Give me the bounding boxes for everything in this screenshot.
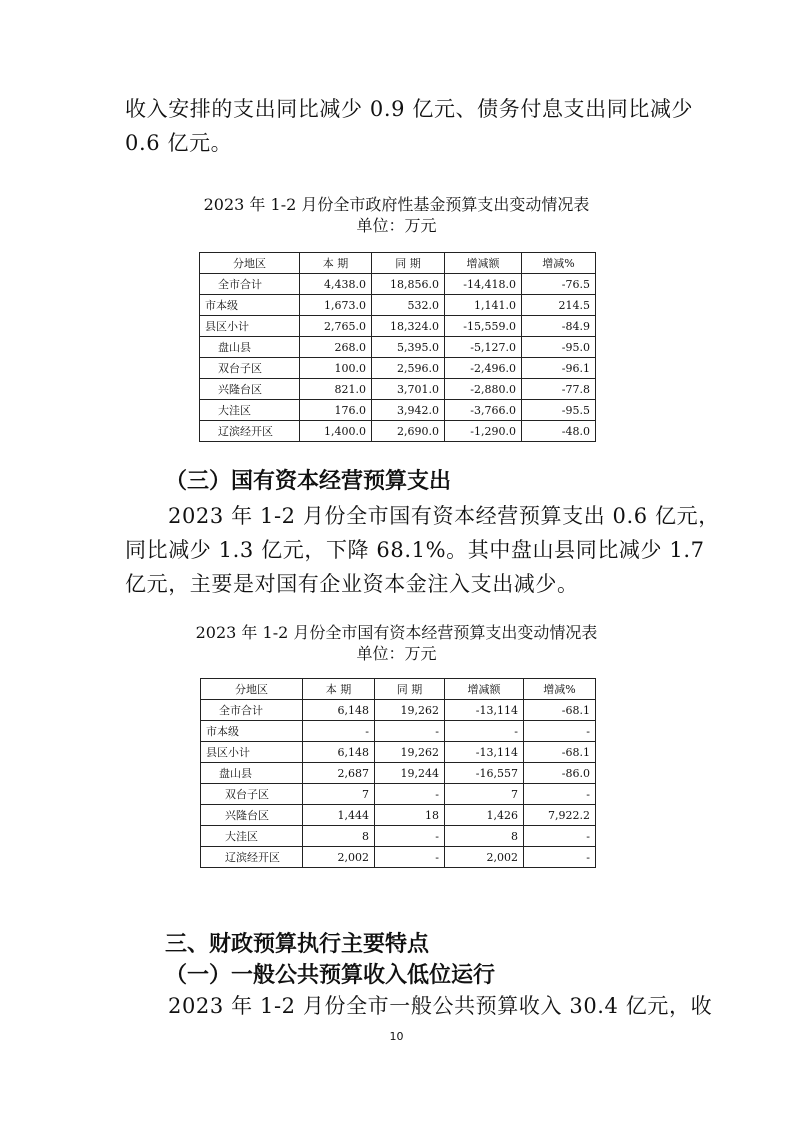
chapter-heading: 三、财政预算执行主要特点	[165, 932, 430, 957]
table2-header-region: 分地区	[201, 679, 303, 700]
row-previous: 5,395.0	[372, 337, 445, 358]
section3-line-2: 同比减少 1.3 亿元，下降 68.1%。其中盘山县同比减少 1.7	[125, 538, 705, 562]
row-previous: -	[375, 784, 445, 805]
closing-line: 2023 年 1-2 月份全市一般公共预算收入 30.4 亿元，收	[168, 994, 713, 1018]
table1-header-change: 增减额	[445, 253, 522, 274]
table-row	[201, 721, 596, 742]
row-change: -14,418.0	[445, 274, 522, 295]
table2-header-previous: 同 期	[375, 679, 445, 700]
intro-line-1: 收入安排的支出同比减少 0.9 亿元、债务付息支出同比减少	[125, 97, 694, 121]
row-current: 8	[303, 826, 375, 847]
row-name: 全市合计	[201, 700, 303, 721]
table2-header-change: 增减额	[445, 679, 524, 700]
table-row	[201, 700, 596, 721]
row-name: 辽滨经开区	[200, 421, 300, 442]
table-row	[201, 847, 596, 868]
table2-header-current: 本 期	[303, 679, 375, 700]
row-percent: -48.0	[522, 421, 596, 442]
table2-unit: 单位：万元	[356, 644, 437, 663]
table-row	[201, 805, 596, 826]
row-current: 1,444	[303, 805, 375, 826]
row-change: -3,766.0	[445, 400, 522, 421]
row-percent: -84.9	[522, 316, 596, 337]
row-percent: -77.8	[522, 379, 596, 400]
row-percent: -	[524, 784, 596, 805]
subsection-heading: （一）一般公共预算收入低位运行	[165, 963, 496, 988]
table-row	[201, 763, 596, 784]
table1-header-previous: 同 期	[372, 253, 445, 274]
row-percent: -86.0	[524, 763, 596, 784]
row-current: 6,148	[303, 700, 375, 721]
table-row	[200, 295, 596, 316]
table-row	[200, 337, 596, 358]
row-previous: 532.0	[372, 295, 445, 316]
table-row	[200, 358, 596, 379]
row-name: 盘山县	[201, 763, 303, 784]
row-percent: -68.1	[524, 700, 596, 721]
row-percent: -96.1	[522, 358, 596, 379]
table-row	[200, 379, 596, 400]
row-change: -5,127.0	[445, 337, 522, 358]
row-name: 双台子区	[200, 358, 300, 379]
table-row	[201, 742, 596, 763]
row-current: 821.0	[300, 379, 372, 400]
row-change: -2,496.0	[445, 358, 522, 379]
table1	[199, 252, 596, 442]
table1-unit: 单位：万元	[356, 216, 437, 235]
row-change: 2,002	[445, 847, 524, 868]
row-change: -13,114	[445, 742, 524, 763]
row-percent: -	[524, 847, 596, 868]
row-name: 双台子区	[201, 784, 303, 805]
row-previous: 18,856.0	[372, 274, 445, 295]
row-previous: 18	[375, 805, 445, 826]
row-current: 268.0	[300, 337, 372, 358]
table-row	[200, 316, 596, 337]
row-change: 1,426	[445, 805, 524, 826]
table-row	[200, 400, 596, 421]
row-percent: -76.5	[522, 274, 596, 295]
row-previous: 3,942.0	[372, 400, 445, 421]
row-change: -16,557	[445, 763, 524, 784]
row-previous: -	[375, 847, 445, 868]
row-change: 8	[445, 826, 524, 847]
row-name: 全市合计	[200, 274, 300, 295]
row-current: 4,438.0	[300, 274, 372, 295]
row-name: 辽滨经开区	[201, 847, 303, 868]
intro-line-2: 0.6 亿元。	[125, 131, 233, 155]
row-change: 7	[445, 784, 524, 805]
row-previous: 18,324.0	[372, 316, 445, 337]
row-previous: 19,244	[375, 763, 445, 784]
row-change: -	[445, 721, 524, 742]
table-row	[200, 421, 596, 442]
row-previous: 2,690.0	[372, 421, 445, 442]
row-percent: -68.1	[524, 742, 596, 763]
row-percent: -95.5	[522, 400, 596, 421]
table2-header-percent: 增减%	[524, 679, 596, 700]
row-current: 7	[303, 784, 375, 805]
table1-header-region: 分地区	[200, 253, 300, 274]
row-name: 市本级	[200, 295, 300, 316]
row-percent: 7,922.2	[524, 805, 596, 826]
table2-header-row	[201, 679, 596, 700]
row-percent: -	[524, 826, 596, 847]
table2-title: 2023 年 1-2 月份全市国有资本经营预算支出变动情况表	[195, 623, 598, 642]
row-current: 1,673.0	[300, 295, 372, 316]
page-number: 10	[389, 1030, 404, 1043]
row-name: 大洼区	[200, 400, 300, 421]
row-current: -	[303, 721, 375, 742]
row-percent: -	[524, 721, 596, 742]
row-percent: 214.5	[522, 295, 596, 316]
row-current: 1,400.0	[300, 421, 372, 442]
table1-header-row	[200, 253, 596, 274]
row-change: -1,290.0	[445, 421, 522, 442]
table1-title: 2023 年 1-2 月份全市政府性基金预算支出变动情况表	[203, 195, 590, 214]
row-name: 兴隆台区	[201, 805, 303, 826]
row-current: 2,687	[303, 763, 375, 784]
row-previous: -	[375, 721, 445, 742]
row-change: -2,880.0	[445, 379, 522, 400]
row-name: 县区小计	[200, 316, 300, 337]
table-row	[200, 274, 596, 295]
row-name: 大洼区	[201, 826, 303, 847]
table1-header-percent: 增减%	[522, 253, 596, 274]
row-current: 2,002	[303, 847, 375, 868]
row-name: 盘山县	[200, 337, 300, 358]
row-current: 100.0	[300, 358, 372, 379]
row-current: 2,765.0	[300, 316, 372, 337]
table-row	[201, 826, 596, 847]
row-name: 市本级	[201, 721, 303, 742]
section3-line-3: 亿元，主要是对国有企业资本金注入支出减少。	[125, 572, 579, 596]
row-change: 1,141.0	[445, 295, 522, 316]
row-current: 176.0	[300, 400, 372, 421]
row-change: -15,559.0	[445, 316, 522, 337]
section3-line-1: 2023 年 1-2 月份全市国有资本经营预算支出 0.6 亿元，	[168, 504, 720, 528]
row-change: -13,114	[445, 700, 524, 721]
row-name: 县区小计	[201, 742, 303, 763]
table-row	[201, 784, 596, 805]
row-current: 6,148	[303, 742, 375, 763]
table2	[200, 678, 596, 868]
row-previous: 3,701.0	[372, 379, 445, 400]
table1-header-current: 本 期	[300, 253, 372, 274]
row-name: 兴隆台区	[200, 379, 300, 400]
row-previous: -	[375, 826, 445, 847]
row-percent: -95.0	[522, 337, 596, 358]
row-previous: 19,262	[375, 742, 445, 763]
section3-heading: （三）国有资本经营预算支出	[165, 469, 452, 494]
row-previous: 19,262	[375, 700, 445, 721]
row-previous: 2,596.0	[372, 358, 445, 379]
